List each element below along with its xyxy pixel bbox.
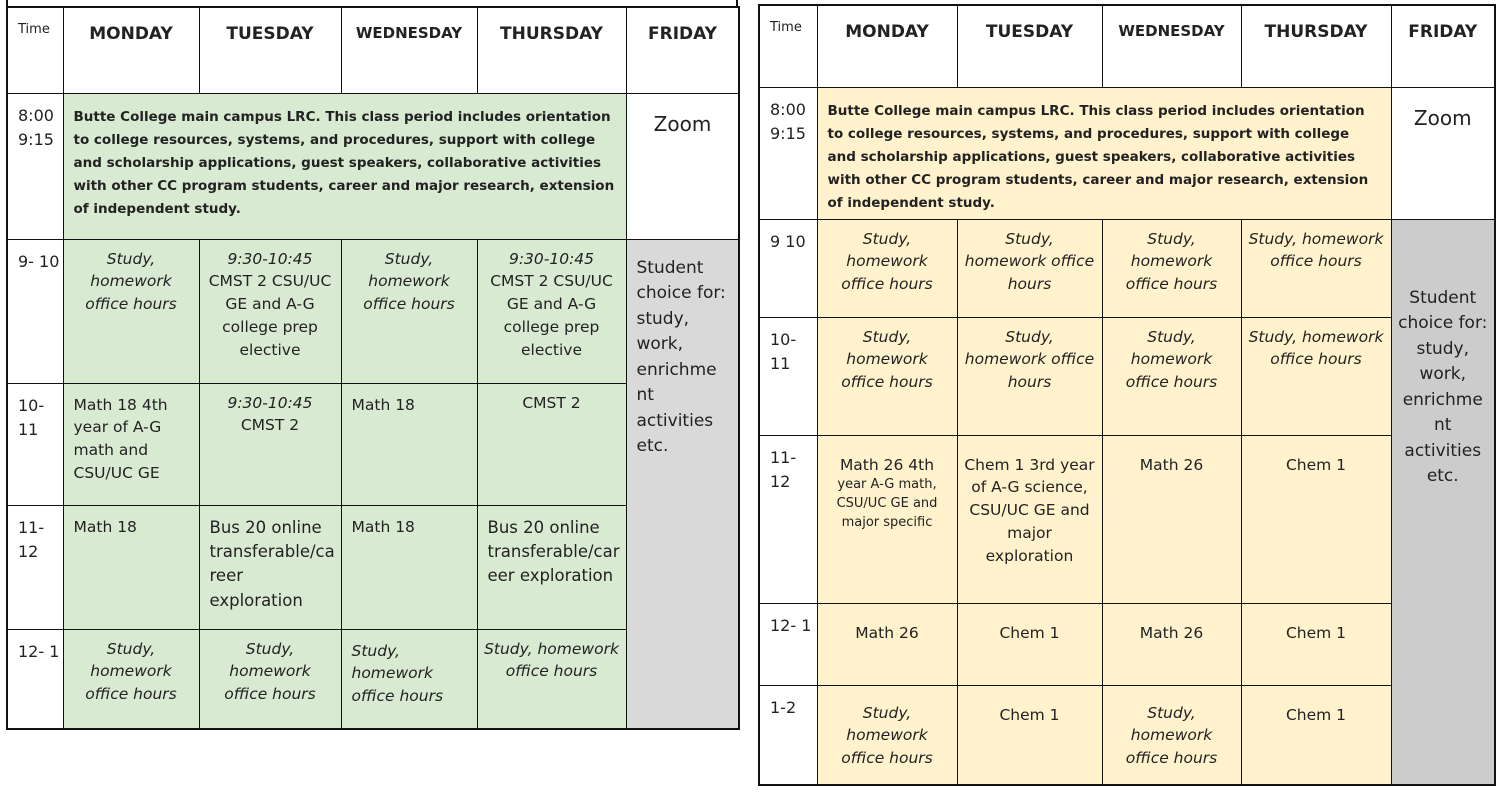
time-label: 11- 12 [759, 435, 817, 603]
cell-mon-11: Math 18 [63, 505, 199, 629]
cell-thu-9: Study, homework office hours [1241, 219, 1391, 317]
cell-mon-10: Math 18 4th year of A-G math and CSU/UC GE [63, 383, 199, 505]
cell-course-detail: year A-G math, CSU/UC GE and major specific [836, 477, 938, 531]
day-header-tuesday: TUESDAY [199, 7, 341, 93]
cell-thu-10: Study, homework office hours [1241, 317, 1391, 435]
time-label: 1-2 [759, 685, 817, 785]
cell-time-note: 9:30-10:45 [227, 249, 313, 268]
cell-thu-12: Study, homework office hours [477, 629, 626, 729]
cell-mon-9: Study, homework office hours [63, 239, 199, 383]
time-label: 12- 1 [7, 629, 63, 729]
lrc-description-cell: Butte College main campus LRC. This class period includes orientation to college resources, systems, and procedures, support with college and scholarship applications, guest speakers, collaborative activities with other CC program students, career and major research, extension of independent study. [63, 93, 626, 239]
cell-thu-11: Bus 20 online transferable/car eer exploration [477, 505, 626, 629]
cell-mon-12: Study, homework office hours [63, 629, 199, 729]
cell-wed-10: Math 18 [341, 383, 477, 505]
cell-mon-1: Study, homework office hours [817, 685, 957, 785]
cell-mon-12: Math 26 [817, 603, 957, 685]
cell-tue-12: Chem 1 [957, 603, 1102, 685]
day-header-monday: MONDAY [63, 7, 199, 93]
time-label: 10- 11 [759, 317, 817, 435]
cell-tue-11: Chem 1 3rd year of A-G science, CSU/UC GE and major exploration [957, 435, 1102, 603]
cell-tue-9 [199, 239, 341, 383]
day-header-wednesday: WEDNESDAY [341, 7, 477, 93]
row-9-10 [7, 239, 739, 383]
cell-thu-11: Chem 1 [1241, 435, 1391, 603]
row-12-1 [759, 603, 1495, 685]
cell-thu-9 [477, 239, 626, 383]
cell-tue-9: Study, homework office hours [957, 219, 1102, 317]
lrc-description-cell: Butte College main campus LRC. This class period includes orientation to college resources, systems, and procedures, support with college and scholarship applications, guest speakers, collaborative activities with other CC program students, career and major research, extension of independent study. [817, 87, 1391, 219]
cell-tue-12: Study, homework office hours [199, 629, 341, 729]
cell-wed-9: Study, homework office hours [1102, 219, 1241, 317]
friday-student-choice-cell: Student choice for: study, work, enrichme nt activities etc. [1391, 219, 1495, 785]
day-header-monday: MONDAY [817, 5, 957, 87]
time-label: 10- 11 [7, 383, 63, 505]
header-row [759, 5, 1495, 87]
day-header-thursday: THURSDAY [477, 7, 626, 93]
cell-mon-9: Study, homework office hours [817, 219, 957, 317]
friday-zoom-cell: Zoom [1391, 87, 1495, 219]
cell-course: CMST 2 CSU/UC GE and A-G college prep elective [208, 272, 332, 360]
time-label: 9 10 [759, 219, 817, 317]
cell-tue-1: Chem 1 [957, 685, 1102, 785]
time-label: 8:00 9:15 [7, 93, 63, 239]
time-label: 9- 10 [7, 239, 63, 383]
day-header-friday: FRIDAY [626, 7, 739, 93]
time-label: 12- 1 [759, 603, 817, 685]
cell-mon-11 [817, 435, 957, 603]
row-8-915 [7, 93, 739, 239]
cell-thu-12: Chem 1 [1241, 603, 1391, 685]
time-header: Time [7, 7, 63, 93]
cell-tue-11: Bus 20 online transferable/ca reer exploration [199, 505, 341, 629]
day-header-tuesday: TUESDAY [957, 5, 1102, 87]
row-11-12 [759, 435, 1495, 603]
cell-wed-11: Math 18 [341, 505, 477, 629]
row-9-10 [759, 219, 1495, 317]
cell-time-note: 9:30-10:45 [227, 393, 313, 412]
cell-wed-10: Study, homework office hours [1102, 317, 1241, 435]
friday-student-choice-cell: Student choice for: study, work, enrichme nt activities etc. [626, 239, 739, 729]
cell-mon-10: Study, homework office hours [817, 317, 957, 435]
cell-tue-10 [199, 383, 341, 505]
cell-wed-9: Study, homework office hours [341, 239, 477, 383]
cell-wed-12: Math 26 [1102, 603, 1241, 685]
cell-time-note: 9:30-10:45 [508, 249, 595, 268]
day-header-friday: FRIDAY [1391, 5, 1495, 87]
time-label: 11- 12 [7, 505, 63, 629]
cell-course: CMST 2 CSU/UC GE and A-G college prep elective [490, 272, 613, 360]
day-header-thursday: THURSDAY [1241, 5, 1391, 87]
row-10-11 [759, 317, 1495, 435]
cell-thu-10: CMST 2 [477, 383, 626, 505]
cell-wed-12: Study, homework office hours [341, 629, 477, 729]
cell-course: Math 26 4th [839, 455, 935, 474]
time-label: 8:00 9:15 [759, 87, 817, 219]
row-8-915 [759, 87, 1495, 219]
schedule-table-yellow [758, 4, 1496, 786]
time-header: Time [759, 5, 817, 87]
schedule-table-green [6, 6, 740, 730]
cell-wed-1: Study, homework office hours [1102, 685, 1241, 785]
friday-zoom-cell: Zoom [626, 93, 739, 239]
day-header-wednesday: WEDNESDAY [1102, 5, 1241, 87]
cell-tue-10: Study, homework office hours [957, 317, 1102, 435]
cell-course: CMST 2 [240, 416, 300, 435]
cell-thu-1: Chem 1 [1241, 685, 1391, 785]
cell-wed-11: Math 26 [1102, 435, 1241, 603]
header-row [7, 7, 739, 93]
row-1-2 [759, 685, 1495, 785]
